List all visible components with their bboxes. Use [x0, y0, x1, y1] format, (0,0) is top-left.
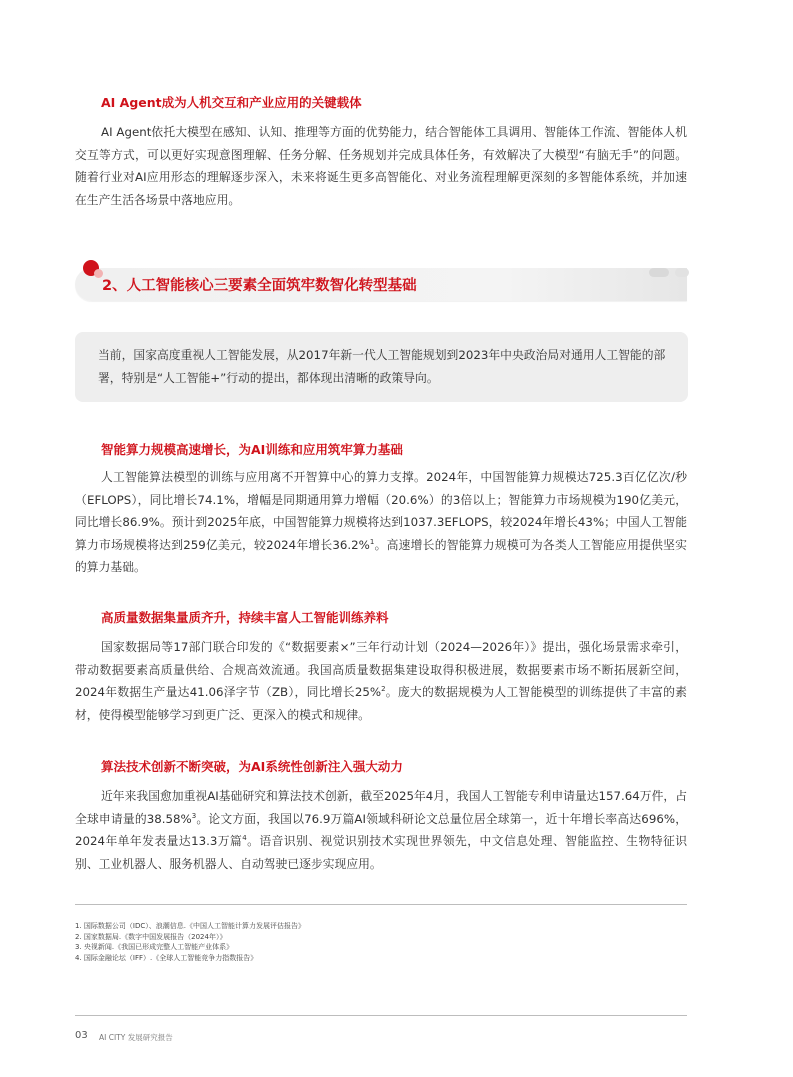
section-banner: [75, 264, 689, 302]
paragraph-computing-power: [75, 466, 687, 579]
section-heading-data: 高质量数据集量质齐升，持续丰富人工智能训练养料: [101, 610, 389, 625]
section-heading-algorithm: 算法技术创新不断突破，为AI系统性创新注入强大动力: [101, 759, 403, 774]
paragraph-data: [75, 636, 687, 726]
footnote-ref: 4: [242, 834, 247, 843]
page-number: 03: [75, 1030, 88, 1041]
section-heading-computing-power: 智能算力规模高速增长，为AI训练和应用筑牢算力基础: [101, 442, 403, 457]
footnote-item: 1. 国际数据公司（IDC）、浪潮信息.《中国人工智能计算力发展评估报告》: [75, 922, 305, 930]
footnotes-list: [75, 921, 305, 963]
section-heading-ai-agent: AI Agent成为人机交互和产业应用的关键载体: [101, 95, 362, 110]
paragraph-text: 。语音识别、视觉识别技术实现世界领先，中文信息处理、智能监控、生物特征识别、工业机器人、服务机器人、自动驾驶已逐步实现应用。: [75, 834, 687, 871]
banner-decor-pill-icon: [649, 268, 669, 277]
paragraph-text: 。论文方面，我国以76.9万篇AI领域科研论文总量位居全球第一，近十年增长率高达696%，2024年单年发表量达13.3万篇: [75, 811, 687, 848]
paragraph-text: 。高速增长的智能算力规模可为各类人工智能应用提供坚实的算力基础。: [75, 537, 687, 574]
intro-box: [75, 332, 688, 402]
report-name: AI CITY 发展研究报告: [99, 1033, 173, 1042]
paragraph-text: 近年来我国愈加重视AI基础研究和算法技术创新，截至2025年4月，我国人工智能专利申请量达157.64万件，占全球申请量的38.58%: [75, 789, 687, 826]
paragraph-text: 国家数据局等17部门联合印发的《“数据要素×”三年行动计划（2024—2026年）》提出，强化场景需求牵引，带动数据要素高质量供给、合规高效流通。我国高质量数据集建设取得积极进展，数据要素市场不断拓展新空间，2024年数据生产量达41.06泽字节（ZB），同比增长25%: [75, 640, 687, 699]
footnote-ref: 1: [369, 537, 375, 546]
paragraph-text: 人工智能算法模型的训练与应用离不开智算中心的算力支撑。2024年，中国智能算力规模达725.3百亿亿次/秒（EFLOPS），同比增长74.1%，增幅是同期通用算力增幅（20.6%）的3倍以上；智能算力市场规模为190亿美元，同比增长86.9%。预计到2025年底，中国智能算力规模将达到1037.3EFLOPS，较2024年增长43%；中国人工智能算力市场规模将达到259亿美元，较2024年增长36.2%: [75, 470, 687, 552]
banner-title: 2、人工智能核心三要素全面筑牢数智化转型基础: [102, 278, 417, 294]
paragraph-ai-agent: AI Agent依托大模型在感知、认知、推理等方面的优势能力，结合智能体工具调用、智能体工作流、智能体人机交互等方式，可以更好实现意图理解、任务分解、任务规划并完成具体任务，有效解决了大模型“有脑无手”的问题。随着行业对AI应用形态的理解逐步深入，未来将诞生更多高智能化、对业务流程理解更深刻的多智能体系统，并加速在生产生活各场景中落地应用。: [75, 125, 687, 207]
intro-text: 当前，国家高度重视人工智能发展，从2017年新一代人工智能规划到2023年中央政治局对通用人工智能的部署，特别是“人工智能+”行动的提出，都体现出清晰的政策导向。: [98, 348, 666, 385]
footnote-ref: 3: [191, 811, 197, 820]
paragraph-algorithm: [75, 785, 687, 875]
footnote-divider: [75, 904, 687, 905]
footnote-item: 4. 国际金融论坛（IFF）.《全球人工智能竞争力指数报告》: [75, 953, 258, 962]
paragraph-text: 。庞大的数据规模为人工智能模型的训练提供了丰富的素材，使得模型能够学习到更广泛、更深入的模式和规律。: [75, 685, 687, 722]
footnote-item: 3. 央视新闻.《我国已形成完整人工智能产业体系》: [75, 943, 234, 951]
banner-decor-pill-icon: [675, 268, 689, 277]
footer-divider: [75, 1015, 687, 1016]
footnote-ref: 2: [381, 685, 386, 694]
footnote-item: 2. 国家数据局.《数字中国发展报告（2024年）》: [75, 932, 227, 941]
